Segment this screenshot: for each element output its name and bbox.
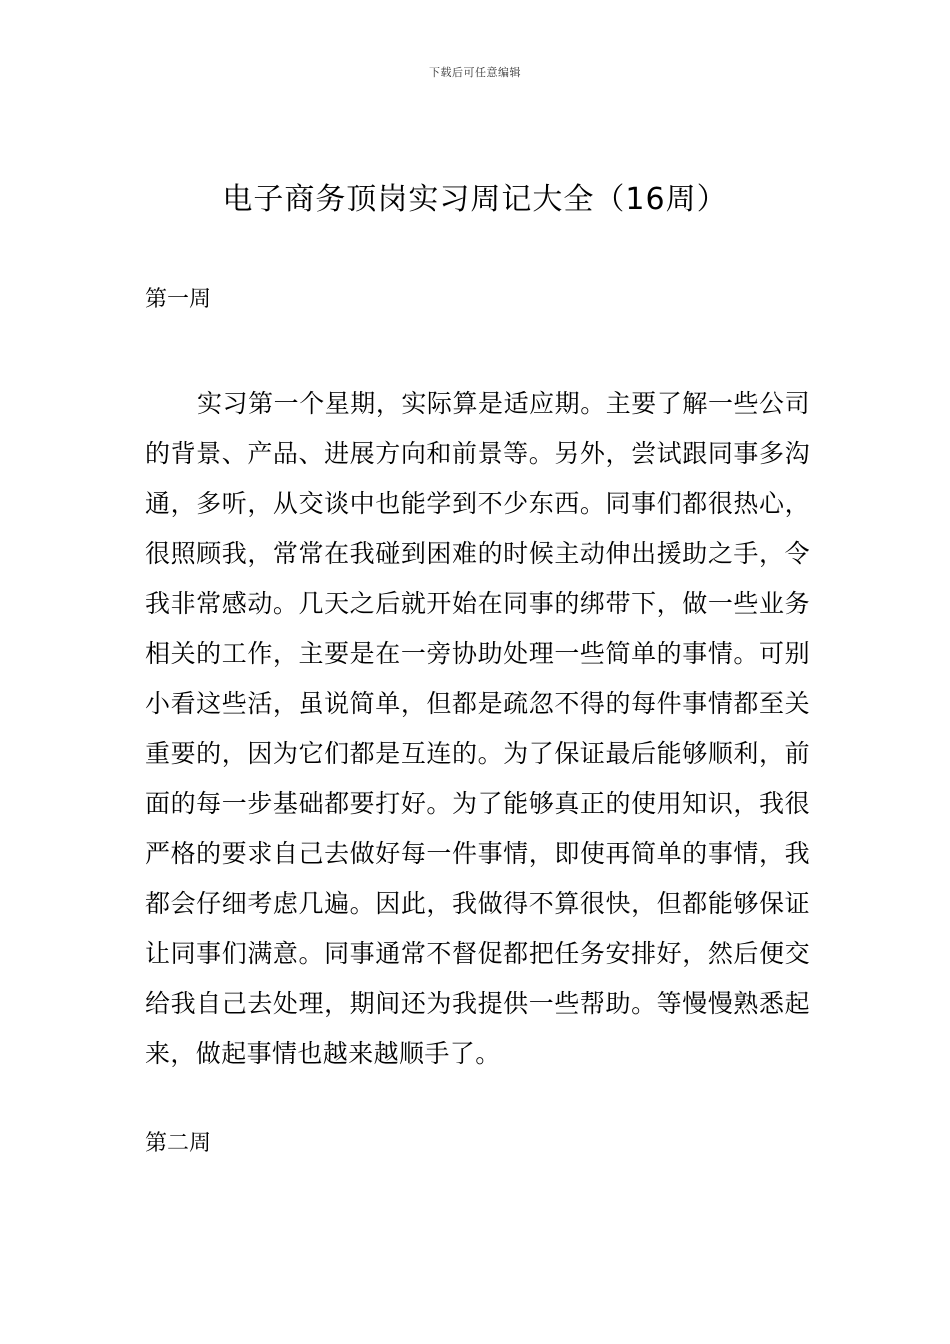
week-2-heading: 第二周 bbox=[145, 1131, 212, 1156]
week-1-heading: 第一周 bbox=[145, 287, 212, 312]
week-1-paragraph: 实习第一个星期，实际算是适应期。主要了解一些公司的背景、产品、进展方向和前景等。另外，尝试跟同事多沟通，多听，从交谈中也能学到不少东西。同事们都很热心，很照顾我，常常在我碰到困难的时候主动伸出援助之手，令我非常感动。几天之后就开始在同事的绑带下，做一些业务相关的工作，主要是在一旁协助处理一些简单的事情。可别小看这些活，虽说简单，但都是疏忽不得的每件事情都至关重要的，因为它们都是互连的。为了保证最后能够顺利，前面的每一步基础都要打好。为了能够真正的使用知识，我很严格的要求自己去做好每一件事情，即使再简单的事情，我都会仔细考虑几遍。因此，我做得不算很快，但都能够保证让同事们满意。同事通常不督促都把任务安排好，然后便交给我自己去处理，期间还为我提供一些帮助。等慢慢熟悉起来，做起事情也越来越顺手了。 bbox=[145, 389, 810, 1068]
document-title: 电子商务顶岗实习周记大全（16周） bbox=[222, 182, 728, 217]
header-note: 下载后可任意编辑 bbox=[429, 66, 521, 79]
